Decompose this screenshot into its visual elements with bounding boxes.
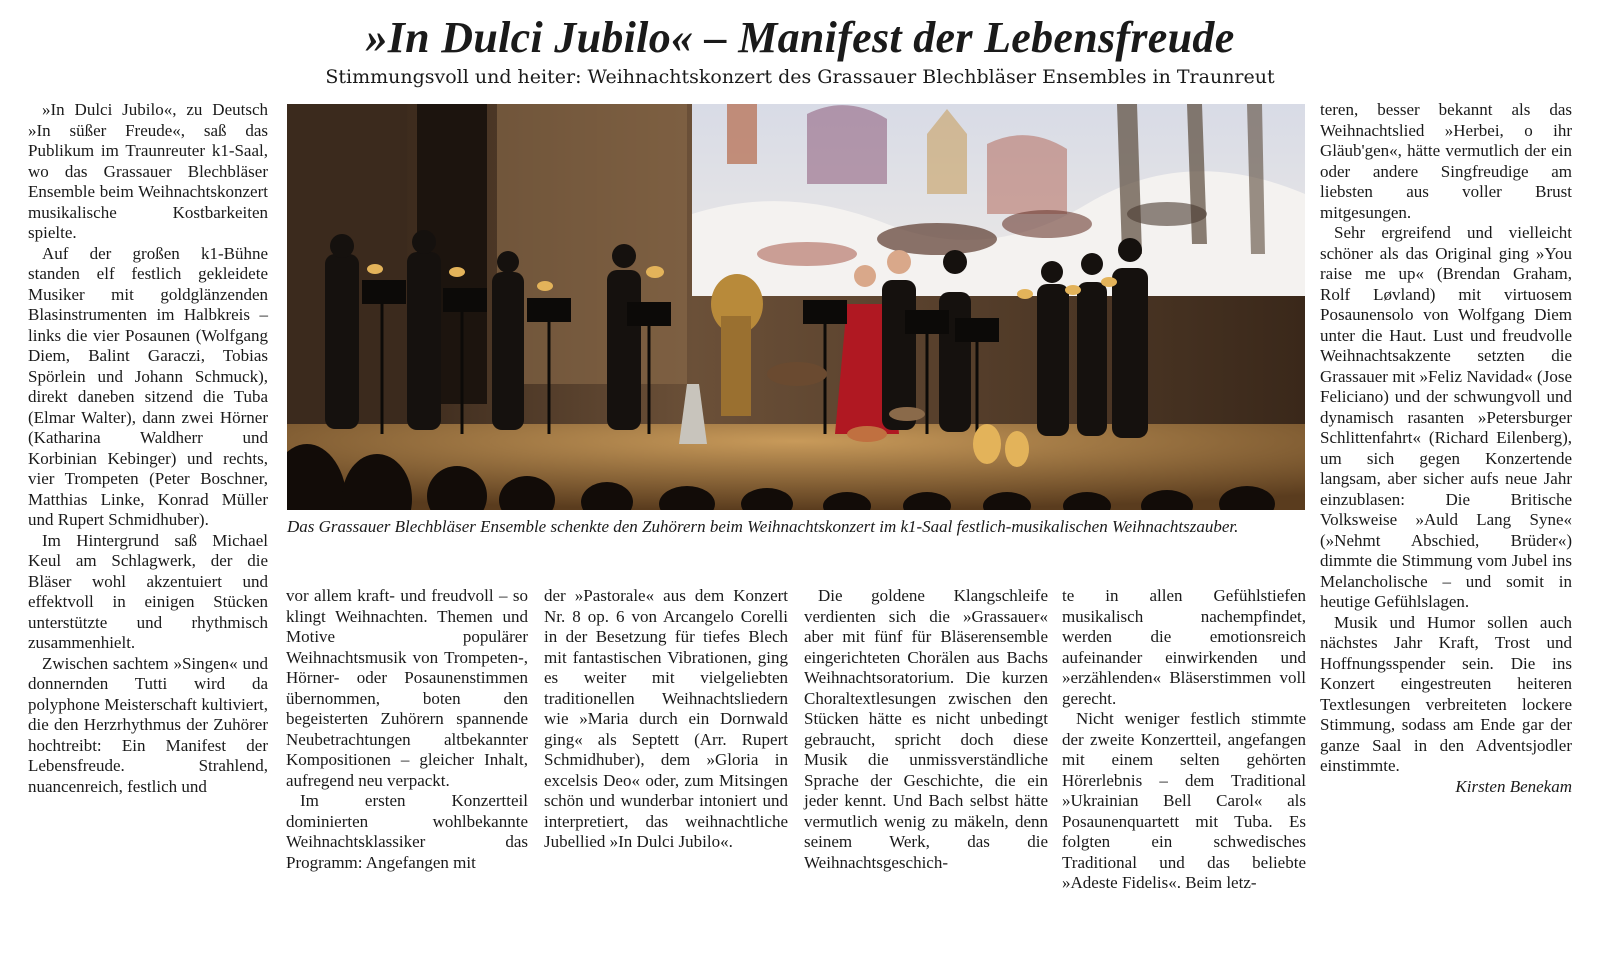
paragraph: »In Dulci Jubilo«, zu Deutsch »In süßer Freude«, saß das Publikum im Traunreuter k1-Saal, wo das Grassauer Blechbläser Ensemble beim Weihnachtskonzert musikalische Kostbarkeiten spielte. xyxy=(28,100,268,242)
paragraph: te in allen Gefühlstiefen musikalisch nachempfindet, werden die emotionsreich aufeinander einwirkenden und »erzählenden« Bläserstimmen voll gerecht. xyxy=(1062,586,1306,708)
paragraph: vor allem kraft- und freudvoll – so klingt Weihnachten. Themen und Motive populärer Weihnachtsmusik von Trompeten-, Hörner- oder Posaunenstimmen übernommen, boten den begeisterten Zuhörern spannende Neubetrachtungen altbekannter Kompositionen – gleicher Inhalt, aufregend neu verpackt. xyxy=(286,586,528,790)
paragraph: Zwischen sachtem »Singen« und donnernden Tutti wird da polyphone Meisterschaft kultiviert, die den Herzrhythmus der Zuhörer hochtreibt: Ein Manifest der Lebensfreude. Strahlend, nuancenreich, festlich und xyxy=(28,653,268,796)
paragraph: Im ersten Konzertteil dominierten wohlbekannte Weihnachtsklassiker das Programm: Angefangen mit xyxy=(286,791,528,872)
photo-caption: Das Grassauer Blechbläser Ensemble schenkte den Zuhörern beim Weihnachtskonzert im k1-Saal festlich-musikalischen Weihnachtszauber. xyxy=(287,517,1239,536)
paragraph: Nicht weniger festlich stimmte der zweite Konzertteil, angefangen mit einem selten gehörten Hörerlebnis – dem Traditional »Ukrainian Bell Carol« als Posaunenquartett mit Tuba. Es folgten ein schwedisches Traditional und das beliebte »Adeste Fidelis«. Beim letz- xyxy=(1062,709,1306,892)
article-column-4 xyxy=(804,586,1048,873)
paragraph: Sehr ergreifend und vielleicht schöner als das Original ging »You raise me up« (Brendan Graham, Rolf Løvland) mit virtuosem Posaunensolo von Wolfgang Diem unter die Haut. Lust und freudvolle Weihnachtsakzente setzten die Grassauer mit »Feliz Navidad« (Jose Feliciano) und der schwungvoll und dynamisch rasanten »Petersburger Schlittenfahrt« (Richard Eilenberg), um sich gegen Konzertende langsam, aber sicher aufs neue Jahr einzublasen: Die Britische Volksweise »Auld Lang Syne« (»Nehmt Abschied, Brüder«) dimmte die Stimmung vom Jubel ins Melancholische – und somit in heutige Gefühlslagen. xyxy=(1320,223,1572,611)
article-subheadline: Stimmungsvoll und heiter: Weihnachtskonzert des Grassauer Blechbläser Ensembles in Traunreut xyxy=(325,66,1275,88)
article-column-6 xyxy=(1320,100,1572,797)
paragraph: teren, besser bekannt als das Weihnachtslied »Herbei, o ihr Gläub'gen«, hätte vermutlich der ein oder andere Singfreudige am liebsten aus voller Brust mitgesungen. xyxy=(1320,100,1572,222)
concert-photo xyxy=(287,104,1305,510)
paragraph: Auf der großen k1-Bühne standen elf festlich gekleidete Musiker mit goldglänzenden Blasinstrumenten im Halbkreis – links die vier Posaunen (Wolfgang Diem, Balint Garaczi, Tobias Spörlein und Johann Schmuck), direkt daneben sitzend die Tuba (Elmar Walter), dann zwei Hörner (Katharina Waldherr und Korbinian Kebinger) und rechts, vier Trompeten (Peter Boschner, Matthias Linke, Konrad Müller und Rupert Schmidhuber). xyxy=(28,243,268,529)
author-byline: Kirsten Benekam xyxy=(1455,776,1572,796)
paragraph: Musik und Humor sollen auch nächstes Jahr Kraft, Trost und Hoffnungsspender sein. Die ins Konzert eingestreuten heiteren Textlesungen verbreiteten lockere Stimmung, sodass am Ende gar der ganze Saal in den Adventsjodler einstimmte. xyxy=(1320,612,1572,775)
article-headline: »In Dulci Jubilo« – Manifest der Lebensfreude xyxy=(365,13,1235,62)
paragraph: der »Pastorale« aus dem Konzert Nr. 8 op. 6 von Arcangelo Corelli in der Besetzung für tiefes Blech mit fantastischen Vibrationen, ging es weiter mit vielgeliebten traditionellen Weihnachtsliedern wie »Maria durch ein Dornwald ging« als Septett (Arr. Rupert Schmidhuber), dem »Gloria in excelsis Deo« oder, zum Mitsingen schön und wunderbar intoniert und interpretiert, das weihnachtliche Jubellied »In Dulci Jubilo«. xyxy=(544,586,788,851)
article-column-1 xyxy=(28,100,268,797)
article-column-5 xyxy=(1062,586,1306,894)
paragraph: Die goldene Klangschleife verdienten sich die »Grassauer« aber mit fünf für Bläserensemble eingerichteten Chorälen aus Bachs Weihnachtsoratorium. Die kurzen Choraltextlesungen zwischen den Stücken hätte es nicht unbedingt gebraucht, spricht doch diese Musik die unmissverständliche Sprache der Geschichte, die ein jeder kennt. Und Bach selbst hätte vermutlich wenig zu mäkeln, denn seinem Werk, das die Weihnachtsgeschich- xyxy=(804,586,1048,872)
article-column-2 xyxy=(286,586,528,873)
paragraph: Im Hintergrund saß Michael Keul am Schlagwerk, der die Bläser wohl akzentuiert und effektvoll in einigen Stücken unterstützte und rhythmisch zusammenhielt. xyxy=(28,530,268,652)
article-column-3 xyxy=(544,586,788,853)
